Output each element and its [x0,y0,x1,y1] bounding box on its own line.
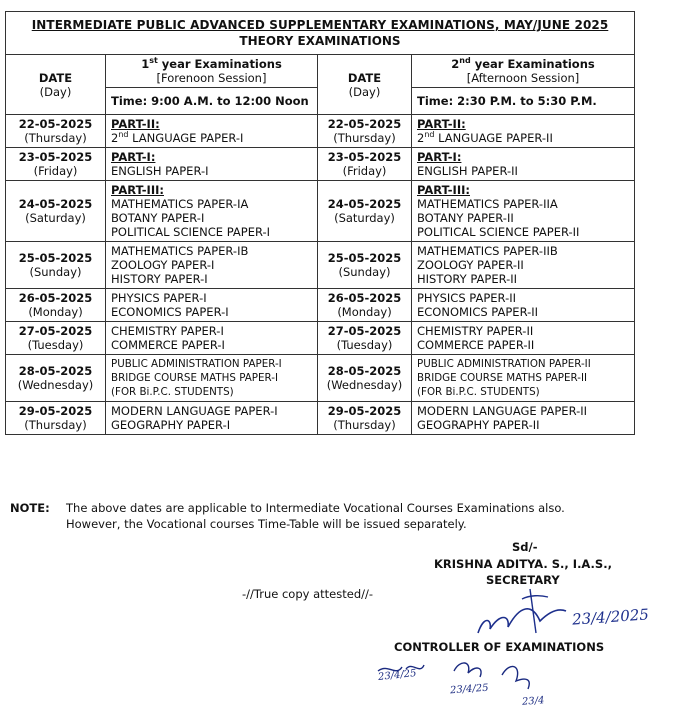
paper-name: BRIDGE COURSE MATHS PAPER-I [111,372,279,384]
paper-line [417,385,629,399]
first-year-papers [106,115,318,148]
second-year-date-cell [318,181,412,242]
paper-line [111,258,312,272]
date-header-2 [318,55,412,115]
paper-name: LANGUAGE PAPER-I [128,131,244,145]
second-year-papers [412,181,635,242]
second-year-papers [412,355,635,402]
first-year-papers [106,242,318,289]
paper-name: CHEMISTRY PAPER-II [417,324,534,338]
exam-day: (Thursday) [333,131,396,145]
second-year-date-cell [318,402,412,435]
first-year-papers [106,402,318,435]
exam-date: 27-05-2025 [327,324,402,338]
first-year-time: Time: 9:00 A.M. to 12:00 Noon [106,88,318,115]
paper-name: PUBLIC ADMINISTRATION PAPER-I [111,358,282,370]
paper-name: ZOOLOGY PAPER-I [111,258,215,272]
first-year-date-cell [6,355,106,402]
paper-line [417,371,629,385]
first-year-ordinal: 1 [141,57,150,71]
paper-line [111,404,312,418]
first-year-date-cell [6,289,106,322]
exam-day: (Thursday) [24,418,87,432]
exam-day: (Sunday) [29,265,82,279]
schedule-row [6,322,635,355]
paper-ordinal: 2 [417,131,425,145]
paper-line [417,244,629,258]
paper-line [111,357,312,371]
paper-name: COMMERCE PAPER-II [417,338,535,352]
note-label: NOTE: [10,501,50,515]
paper-name: ENGLISH PAPER-I [111,164,209,178]
paper-name: LANGUAGE PAPER-II [434,131,553,145]
paper-line [111,197,312,211]
paper-line [111,211,312,225]
paper-line [417,357,629,371]
exam-date: 28-05-2025 [18,364,93,378]
paper-line [417,211,629,225]
second-year-session: [Afternoon Session] [466,71,580,85]
exam-day: (Saturday) [25,211,86,225]
second-year-date-cell [318,148,412,181]
second-year-papers [412,402,635,435]
second-year-papers [412,148,635,181]
paper-name: POLITICAL SCIENCE PAPER-I [111,225,271,239]
paper-name: BOTANY PAPER-I [111,211,205,225]
first-year-papers [106,322,318,355]
exam-date: 27-05-2025 [18,324,93,338]
second-year-papers [412,289,635,322]
part-label: PART-II: [111,117,160,131]
second-year-papers [412,322,635,355]
paper-name: CHEMISTRY PAPER-I [111,324,224,338]
paper-line [111,305,312,319]
first-year-papers [106,289,318,322]
true-copy-attested: -//True copy attested//- [242,587,374,601]
initial-date-3: 23/4 [521,695,545,708]
part-label: PART-III: [417,183,470,197]
exam-date: 26-05-2025 [327,291,402,305]
paper-name: COMMERCE PAPER-I [111,338,225,352]
part-label: PART-II: [417,117,466,131]
paper-line [417,291,629,305]
second-year-papers [412,115,635,148]
exam-day: (Wednesday) [326,378,403,392]
schedule-row [6,242,635,289]
paper-line [111,244,312,258]
schedule-row [6,355,635,402]
exam-date: 22-05-2025 [327,117,402,131]
second-year-date-cell [318,242,412,289]
first-year-papers [106,355,318,402]
paper-name: MATHEMATICS PAPER-IB [111,244,249,258]
paper-line [111,418,312,432]
exam-day: (Sunday) [338,265,391,279]
paper-name: (FOR Bi.P.C. STUDENTS) [417,386,540,398]
day-header-label-2: (Day) [348,84,381,99]
exam-date: 29-05-2025 [327,404,402,418]
second-year-papers [412,242,635,289]
paper-name: ECONOMICS PAPER-I [111,305,229,319]
paper-name: GEOGRAPHY PAPER-II [417,418,540,432]
signatory-designation: SECRETARY [486,573,560,587]
exam-date: 24-05-2025 [18,197,93,211]
date-header [6,55,106,115]
second-year-date-cell [318,115,412,148]
first-year-date-cell [6,322,106,355]
exam-day: (Tuesday) [27,338,84,352]
paper-name: (FOR Bi.P.C. STUDENTS) [111,386,234,398]
exam-timetable [5,11,635,435]
first-year-ordinal-suffix: st [149,56,158,66]
date-header-label: DATE [38,70,73,85]
paper-line [111,324,312,338]
exam-date: 29-05-2025 [18,404,93,418]
paper-line [111,164,312,178]
exam-date: 23-05-2025 [327,150,402,164]
paper-line [111,338,312,352]
paper-line [417,418,629,432]
paper-line [111,291,312,305]
exam-day: (Monday) [337,305,392,319]
paper-name: PHYSICS PAPER-I [111,291,207,305]
second-year-date-cell [318,322,412,355]
document-subtitle: THEORY EXAMINATIONS [239,34,401,48]
second-year-ordinal: 2 [451,57,460,71]
exam-date: 25-05-2025 [327,251,402,265]
exam-date: 26-05-2025 [18,291,93,305]
exam-date: 24-05-2025 [327,197,402,211]
paper-line [417,197,629,211]
paper-line [111,225,312,239]
schedule-row [6,115,635,148]
header-row [6,55,635,88]
day-header-label: (Day) [39,84,72,99]
exam-day: (Thursday) [333,418,396,432]
schedule-row [6,402,635,435]
paper-name: BRIDGE COURSE MATHS PAPER-II [417,372,588,384]
paper-line [417,404,629,418]
note-line-2: However, the Vocational courses Time-Table will be issued separately. [66,517,467,531]
first-year-papers [106,181,318,242]
second-year-date-cell [318,355,412,402]
paper-name: BOTANY PAPER-II [417,211,514,225]
document-title: INTERMEDIATE PUBLIC ADVANCED SUPPLEMENTARY EXAMINATIONS, MAY/JUNE 2025 [31,18,609,32]
paper-ordinal: 2 [111,131,119,145]
first-year-header [106,55,318,88]
paper-line [417,324,629,338]
part-label: PART-I: [111,150,156,164]
paper-name: MODERN LANGUAGE PAPER-II [417,404,588,418]
exam-day: (Monday) [28,305,83,319]
exam-day: (Tuesday) [336,338,393,352]
first-year-date-cell [6,402,106,435]
exam-day: (Friday) [33,164,78,178]
paper-line [111,371,312,385]
paper-name: HISTORY PAPER-II [417,272,518,286]
part-label: PART-III: [111,183,164,197]
initial-date-1: 23/4/25 [377,668,418,683]
date-header-label-2: DATE [347,70,382,85]
title-row [6,12,635,55]
first-year-date-cell [6,181,106,242]
note-text [66,500,666,532]
exam-date: 28-05-2025 [327,364,402,378]
first-year-label: year Examinations [157,57,282,71]
paper-line [111,131,312,145]
note-line-1: The above dates are applicable to Intermediate Vocational Courses Examinations also. [66,501,565,515]
second-year-header [412,55,635,88]
second-year-time: Time: 2:30 P.M. to 5:30 P.M. [412,88,635,115]
paper-ordinal-suffix: nd [118,130,129,140]
paper-name: HISTORY PAPER-I [111,272,208,286]
first-year-papers [106,148,318,181]
paper-name: GEOGRAPHY PAPER-I [111,418,231,432]
handwritten-date: 23/4/2025 [571,605,650,629]
paper-name: MATHEMATICS PAPER-IA [111,197,249,211]
paper-name: MATHEMATICS PAPER-IIA [417,197,558,211]
title-cell [6,12,635,55]
signatory-name: KRISHNA ADITYA. S., I.A.S., [434,557,612,571]
paper-line [111,385,312,399]
first-year-session: [Forenoon Session] [156,71,267,85]
paper-name: POLITICAL SCIENCE PAPER-II [417,225,580,239]
paper-line [417,258,629,272]
exam-date: 22-05-2025 [18,117,93,131]
paper-ordinal-suffix: nd [424,130,435,140]
paper-line [417,272,629,286]
first-year-date-cell [6,242,106,289]
paper-line [417,338,629,352]
exam-day: (Wednesday) [17,378,94,392]
second-year-label: year Examinations [470,57,595,71]
exam-date: 23-05-2025 [18,150,93,164]
paper-line [417,225,629,239]
exam-day: (Friday) [342,164,387,178]
schedule-row [6,148,635,181]
paper-name: MATHEMATICS PAPER-IIB [417,244,558,258]
exam-date: 25-05-2025 [18,251,93,265]
second-year-ordinal-suffix: nd [459,56,471,66]
paper-name: ENGLISH PAPER-II [417,164,518,178]
paper-name: MODERN LANGUAGE PAPER-I [111,404,278,418]
exam-day: (Thursday) [24,131,87,145]
schedule-row [6,181,635,242]
exam-day: (Saturday) [334,211,395,225]
paper-line [417,131,629,145]
sd-mark: Sd/- [512,540,538,554]
first-year-date-cell [6,115,106,148]
paper-name: PHYSICS PAPER-II [417,291,517,305]
paper-line [111,272,312,286]
initial-date-2: 23/4/25 [449,682,489,697]
second-year-date-cell [318,289,412,322]
paper-name: ECONOMICS PAPER-II [417,305,539,319]
paper-line [417,305,629,319]
paper-name: PUBLIC ADMINISTRATION PAPER-II [417,358,591,370]
paper-line [417,164,629,178]
controller-designation: CONTROLLER OF EXAMINATIONS [394,640,605,654]
paper-name: ZOOLOGY PAPER-II [417,258,524,272]
schedule-row [6,289,635,322]
first-year-date-cell [6,148,106,181]
part-label: PART-I: [417,150,462,164]
